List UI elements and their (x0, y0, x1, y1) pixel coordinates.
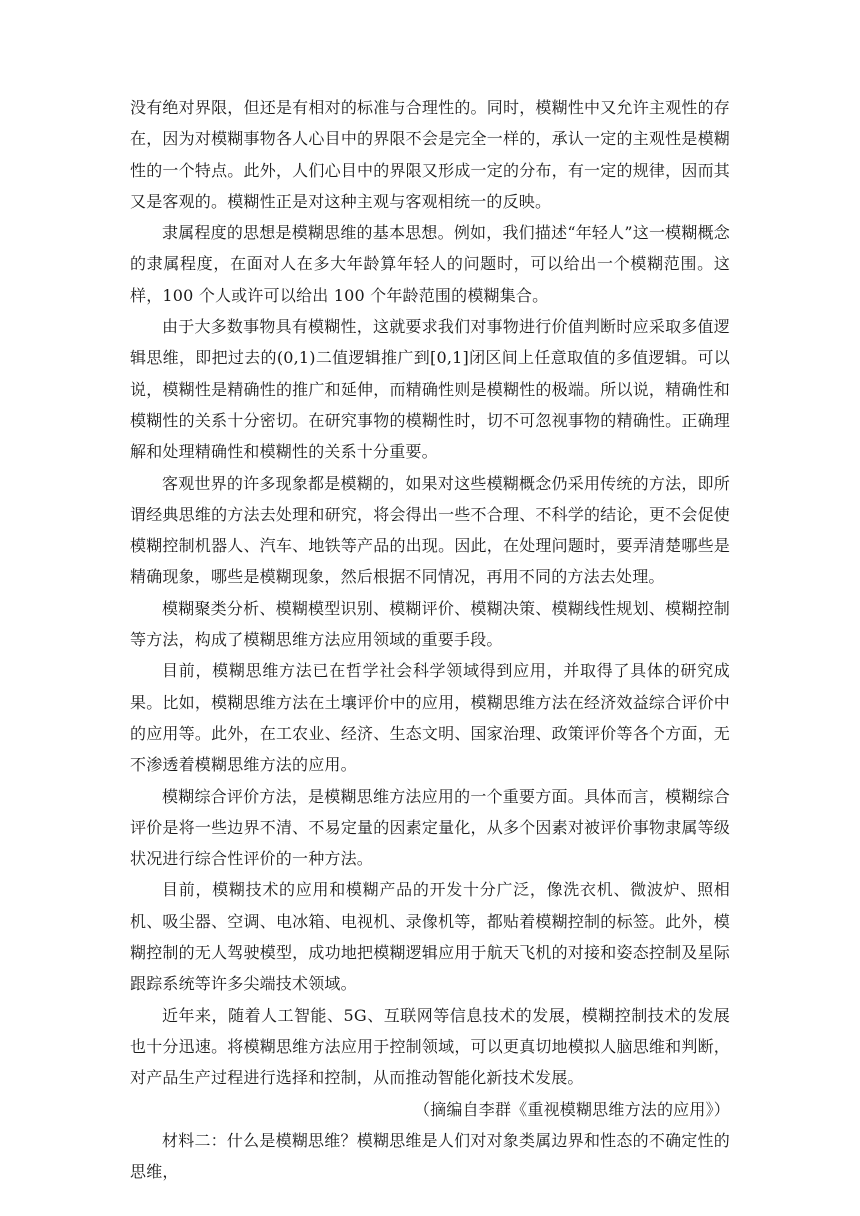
source-citation: （摘编自李群《重视模糊思维方法的应用》） (413, 1099, 730, 1119)
paragraph-fuzzy-products: 目前，模糊技术的应用和模糊产品的开发十分广泛，像洗衣机、微波炉、照相机、吸尘器、空调、电冰箱、电视机、录像机等，都贴着模糊控制的标签。此外，模糊控制的无人驾驶模型，成功地把模糊逻辑应用于航天飞机的对接和姿态控制及星际跟踪系统等许多尖端技术领域。 (130, 880, 730, 994)
paragraph-fuzzy-phenomena: 客观世界的许多现象都是模糊的，如果对这些模糊概念仍采用传统的方法，即所谓经典思维的方法去处理和研究，将会得出一些不合理、不科学的结论，更不会促使模糊控制机器人、汽车、地铁等产品的出现。因此，在处理问题时，要弄清楚哪些是精确现象，哪些是模糊现象，然后根据不同情况，再用不同的方法去处理。 (130, 473, 730, 587)
paragraph-multivalued-logic: 由于大多数事物具有模糊性，这就要求我们对事物进行价值判断时应采取多值逻辑思维，即把过去的(0,1)二值逻辑推广到[0,1]闭区间上任意取值的多值逻辑。可以说，模糊性是精确性的推广和延伸，而精确性则是模糊性的极端。所以说，精确性和模糊性的关系十分密切。在研究事物的模糊性时，切不可忽视事物的精确性。正确理解和处理精确性和模糊性的关系十分重要。 (130, 317, 730, 462)
paragraph-applications: 目前，模糊思维方法已在哲学社会科学领域得到应用，并取得了具体的研究成果。比如，模糊思维方法在土壤评价中的应用，模糊思维方法在经济效益综合评价中的应用等。此外，在工农业、经济、生态文明、国家治理、政策评价等各个方面，无不渗透着模糊思维方法的应用。 (130, 661, 730, 775)
paragraph-continued: 没有绝对界限，但还是有相对的标准与合理性的。同时，模糊性中又允许主观性的存在，因为对模糊事物各人心目中的界限不会是完全一样的，承认一定的主观性是模糊性的一个特点。此外，人们心目中的界限又形成一定的分布，有一定的规律，因而其又是客观的。模糊性正是对这种主观与客观相统一的反映。 (130, 98, 730, 211)
paragraph-membership-degree: 隶属程度的思想是模糊思维的基本思想。例如，我们描述“年轻人”这一模糊概念的隶属程度，在面对人在多大年龄算年轻人的问题时，可以给出一个模糊范围。这样，100 个人或许可以给出 100 个年龄范围的模糊集合。 (130, 223, 730, 305)
paragraph-recent-development: 近年来，随着人工智能、5G、互联网等信息技术的发展，模糊控制技术的发展也十分迅速。将模糊思维方法应用于控制领域，可以更真切地模拟人脑思维和判断，对产品生产过程进行选择和控制，从而推动智能化新技术发展。 (130, 1005, 730, 1088)
paragraph-material-two: 材料二：什么是模糊思维？模糊思维是人们对对象类属边界和性态的不确定性的思维， (130, 1130, 730, 1182)
paragraph-methods: 模糊聚类分析、模糊模型识别、模糊评价、模糊决策、模糊线性规划、模糊控制等方法，构成了模糊思维方法应用领域的重要手段。 (130, 598, 730, 650)
document-page (130, 92, 730, 1187)
paragraph-comprehensive-evaluation: 模糊综合评价方法，是模糊思维方法应用的一个重要方面。具体而言，模糊综合评价是将一些边界不清、不易定量的因素定量化，从多个因素对被评价事物隶属等级状况进行综合性评价的一种方法。 (130, 786, 730, 869)
